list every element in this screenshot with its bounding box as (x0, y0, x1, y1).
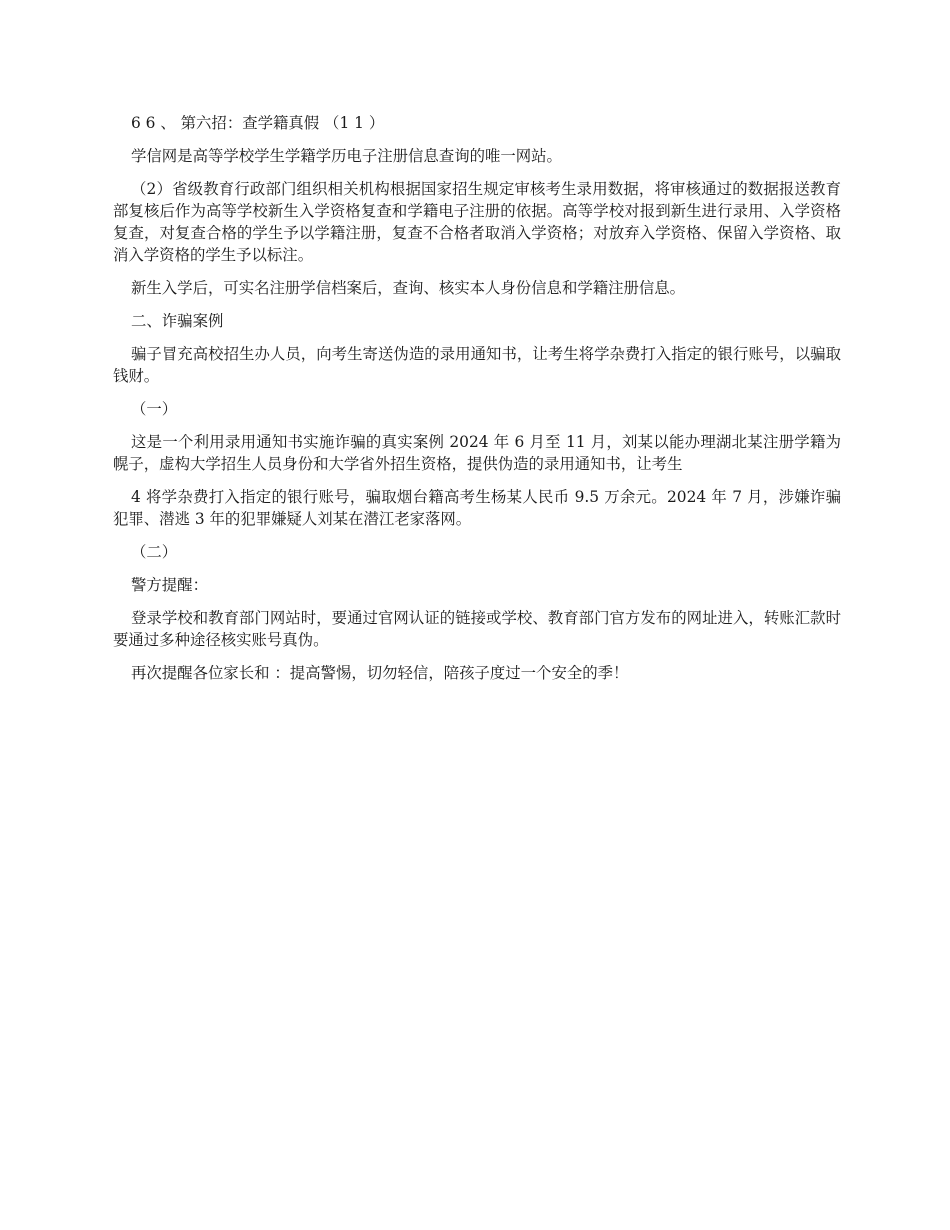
subsection-marker: （一） (131, 400, 178, 418)
paragraph: 再次提醒各位家长和 ：提高警惕，切勿轻信，陪孩子度过一个安全的季！ (131, 664, 629, 682)
paragraph: 骗子冒充高校招生办人员，向考生寄送伪造的录用通知书，让考生将学杂费打入指定的银行账号，以骗取钱财。 (113, 345, 841, 385)
paragraph: 登录学校和教育部门网站时，要通过官网认证的链接或学校、教育部门官方发布的网址进入，转账汇款时要通过多种途径核实账号真伪。 (113, 609, 841, 649)
paragraph: 警方提醒： (131, 576, 208, 594)
paragraph: 这是一个利用录用通知书实施诈骗的真实案例 2024 年 6 月至 11 月，刘某以能办理湖北某注册学籍为幌子，虚构大学招生人员身份和大学省外招生资格，提供伪造的录用通知书，让考生 (113, 433, 841, 473)
section-heading: 二、诈骗案例 (131, 312, 224, 330)
subsection-marker: （二） (131, 543, 178, 561)
paragraph: （2）省级教育行政部门组织相关机构根据国家招生规定审核考生录用数据，将审核通过的数据报送教育部复核后作为高等学校新生入学资格复查和学籍电子注册的依据。高等学校对报到新生进行录用、入学资格复查，对复查合格的学生予以学籍注册，复查不合格者取消入学资格；对放弃入学资格、保留入学资格、取消入学资格的学生予以标注。 (113, 180, 841, 264)
document-body (113, 112, 841, 695)
section-heading: 6 6 、 第六招：查学籍真假 （1 1 ） (131, 114, 385, 132)
paragraph: 4 将学杂费打入指定的银行账号，骗取烟台籍高考生杨某人民币 9.5 万余元。2024 年 7 月，涉嫌诈骗犯罪、潜逃 3 年的犯罪嫌疑人刘某在潜江老家落网。 (113, 488, 841, 528)
paragraph: 新生入学后，可实名注册学信档案后，查询、核实本人身份信息和学籍注册信息。 (131, 279, 686, 297)
paragraph: 学信网是高等学校学生学籍学历电子注册信息查询的唯一网站。 (131, 147, 562, 165)
